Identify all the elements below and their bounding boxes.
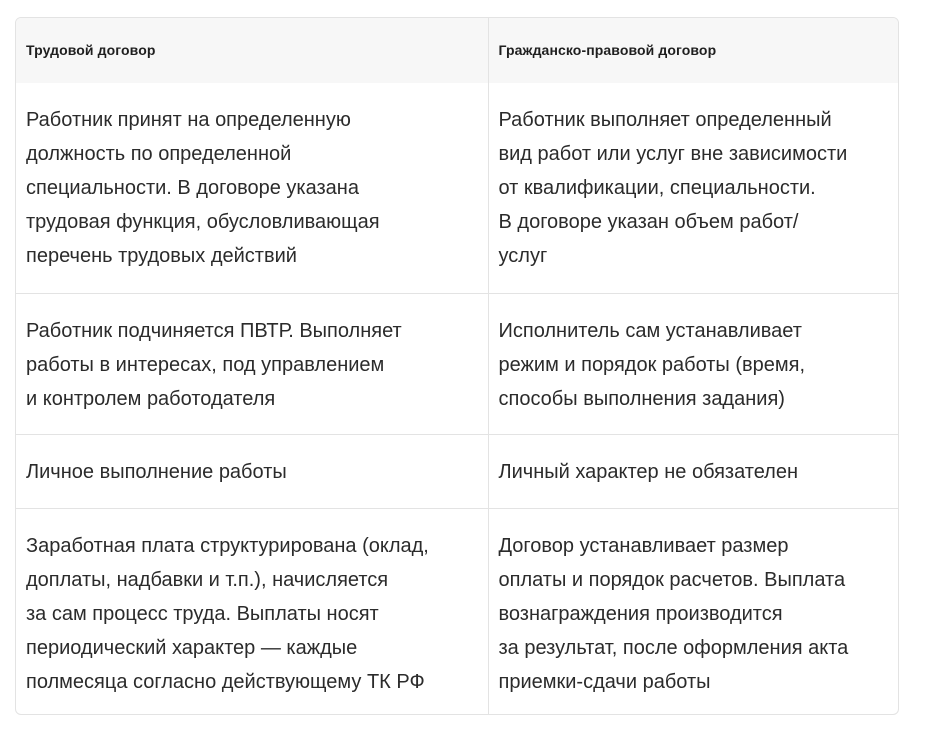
comparison-table-grid [16, 18, 899, 715]
table-row [16, 293, 899, 434]
table-cell-civil [488, 293, 899, 434]
table-cell-civil [488, 83, 899, 293]
cell-text: Договор устанавливает размер оплаты и порядок расчетов. Выплата вознаграждения производится за результат, после оформления акта приемки-сдачи работы [498, 534, 849, 693]
comparison-table [15, 17, 899, 715]
header-civil-contract: Гражданско-правовой договор [488, 18, 899, 83]
header-row [16, 18, 899, 83]
table-cell-civil [488, 434, 899, 508]
cell-text: Работник выполняет определенный вид работ или услуг вне зависимости от квалификации, специальности. В договоре указан объем работ/ услуг [498, 109, 848, 267]
cell-text: Заработная плата структурирована (оклад, доплаты, надбавки и т.п.), начисляется за сам процесс труда. Выплаты носят периодический характер — каждые полмесяца согласно действующему ТК РФ [26, 534, 429, 693]
table-header [16, 18, 899, 83]
table-cell-employment [16, 293, 488, 434]
table-cell-employment [16, 83, 488, 293]
table-row [16, 434, 899, 508]
table-cell-employment [16, 508, 488, 715]
header-employment-contract: Трудовой договор [16, 18, 488, 83]
table-cell-civil [488, 508, 899, 715]
cell-text: Работник подчиняется ПВТР. Выполняет работы в интересах, под управлением и контролем работодателя [26, 319, 402, 410]
table-row [16, 508, 899, 715]
cell-text: Исполнитель сам устанавливает режим и порядок работы (время, способы выполнения задания) [498, 319, 806, 410]
cell-text: Работник принят на определенную должность по определенной специальности. В договоре указана трудовая функция, обусловливающая перечень трудовых действий [26, 109, 380, 267]
cell-text: Личный характер не обязателен [498, 460, 799, 483]
table-cell-employment [16, 434, 488, 508]
table-row [16, 83, 899, 293]
table-body [16, 83, 899, 715]
cell-text: Личное выполнение работы [26, 460, 287, 483]
